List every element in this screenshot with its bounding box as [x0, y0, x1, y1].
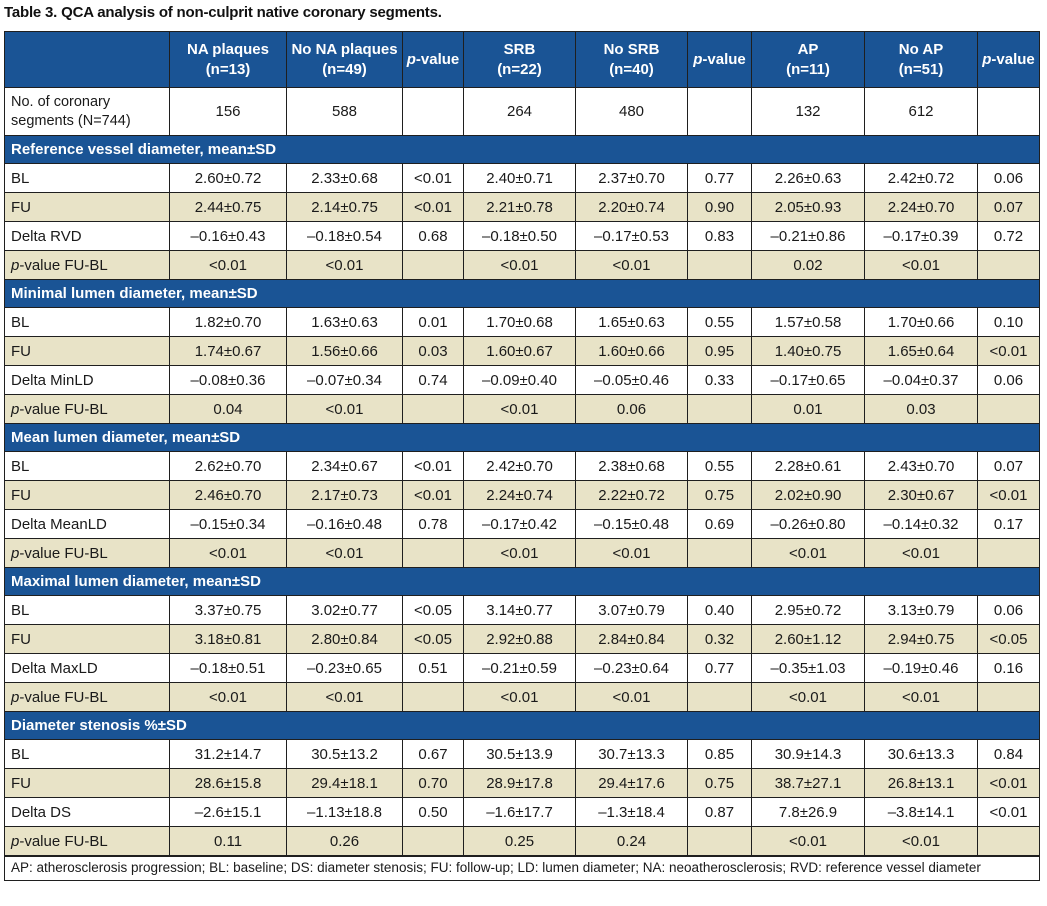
header-na-plaques: NA plaques (n=13)	[170, 32, 287, 88]
table-cell: 2.24±0.70	[865, 193, 978, 222]
table-cell: 1.40±0.75	[752, 337, 865, 366]
table-cell: –0.17±0.65	[752, 366, 865, 395]
table-cell: 2.22±0.72	[576, 481, 688, 510]
table-cell: 0.51	[403, 654, 464, 683]
header-p-value-na: p-value	[403, 32, 464, 88]
header-p-value-srb: p-value	[688, 32, 752, 88]
table-cell: 264	[464, 88, 576, 136]
row-label: Delta MinLD	[5, 366, 170, 395]
table-cell: –1.6±17.7	[464, 798, 576, 827]
section-header-row	[5, 568, 1040, 596]
table-cell: 7.8±26.9	[752, 798, 865, 827]
table-cell: <0.01	[978, 798, 1040, 827]
table-cell: 38.7±27.1	[752, 769, 865, 798]
table-cell: 2.37±0.70	[576, 164, 688, 193]
table-cell: 0.06	[978, 366, 1040, 395]
table-cell: –0.23±0.64	[576, 654, 688, 683]
table-footnote: AP: atherosclerosis progression; BL: baseline; DS: diameter stenosis; FU: follow-up; LD: lumen diameter; NA: neoatherosclerosis; RVD: reference vessel diameter	[4, 856, 1040, 881]
table-cell: <0.01	[865, 827, 978, 856]
row-label: FU	[5, 337, 170, 366]
table-cell: –0.15±0.34	[170, 510, 287, 539]
table-cell: <0.01	[403, 193, 464, 222]
row-label: FU	[5, 625, 170, 654]
table-cell: 588	[287, 88, 403, 136]
table-cell: 480	[576, 88, 688, 136]
table-cell: <0.01	[287, 683, 403, 712]
table-cell: 0.03	[865, 395, 978, 424]
table-cell: 0.55	[688, 452, 752, 481]
table-cell: 2.94±0.75	[865, 625, 978, 654]
row-label: Delta DS	[5, 798, 170, 827]
table-cell	[403, 827, 464, 856]
table-cell: 2.20±0.74	[576, 193, 688, 222]
table-cell: 0.77	[688, 654, 752, 683]
table-cell: <0.05	[978, 625, 1040, 654]
table-cell: <0.01	[403, 164, 464, 193]
table-cell: 2.21±0.78	[464, 193, 576, 222]
table-cell: 0.87	[688, 798, 752, 827]
table-cell: <0.01	[403, 452, 464, 481]
table-cell	[688, 827, 752, 856]
table-cell: –0.15±0.48	[576, 510, 688, 539]
table-cell: 2.84±0.84	[576, 625, 688, 654]
table-title: Table 3. QCA analysis of non-culprit native coronary segments.	[4, 4, 442, 21]
table-cell: –0.07±0.34	[287, 366, 403, 395]
table-cell: <0.01	[752, 683, 865, 712]
table-cell	[978, 539, 1040, 568]
table-cell: 2.42±0.72	[865, 164, 978, 193]
row-label: p-value FU-BL	[5, 251, 170, 280]
table-cell: <0.01	[287, 539, 403, 568]
table-row	[5, 395, 1040, 424]
table-row	[5, 164, 1040, 193]
table-cell: <0.01	[978, 337, 1040, 366]
table-cell: 3.07±0.79	[576, 596, 688, 625]
table-cell: –0.19±0.46	[865, 654, 978, 683]
section-title: Diameter stenosis %±SD	[5, 712, 1040, 740]
table-cell: 30.7±13.3	[576, 740, 688, 769]
table-cell: 0.01	[403, 308, 464, 337]
table-cell: 3.13±0.79	[865, 596, 978, 625]
table-cell: 2.95±0.72	[752, 596, 865, 625]
table-cell: <0.01	[752, 827, 865, 856]
table-cell: <0.01	[464, 251, 576, 280]
table-cell: 0.90	[688, 193, 752, 222]
table-cell: 1.57±0.58	[752, 308, 865, 337]
table-cell	[688, 395, 752, 424]
table-cell: <0.01	[403, 481, 464, 510]
table-cell: <0.01	[978, 481, 1040, 510]
table-cell: 2.02±0.90	[752, 481, 865, 510]
row-label: No. of coronary segments (N=744)	[5, 88, 170, 136]
table-cell: 0.24	[576, 827, 688, 856]
table-cell: 2.42±0.70	[464, 452, 576, 481]
table-cell: 0.75	[688, 769, 752, 798]
table-cell: <0.01	[576, 683, 688, 712]
table-cell: 0.68	[403, 222, 464, 251]
table-cell: –0.17±0.39	[865, 222, 978, 251]
table-cell: 0.02	[752, 251, 865, 280]
header-ap: AP (n=11)	[752, 32, 865, 88]
table-cell: 1.65±0.64	[865, 337, 978, 366]
table-cell: <0.01	[752, 539, 865, 568]
table-cell: –0.35±1.03	[752, 654, 865, 683]
table-cell: –0.08±0.36	[170, 366, 287, 395]
table-cell	[688, 539, 752, 568]
table-cell	[403, 539, 464, 568]
table-cell: <0.01	[865, 683, 978, 712]
table-cell: <0.01	[170, 539, 287, 568]
table-row	[5, 654, 1040, 683]
row-label: FU	[5, 481, 170, 510]
table-cell: 0.11	[170, 827, 287, 856]
table-cell: <0.01	[865, 539, 978, 568]
table-cell	[403, 395, 464, 424]
row-label: p-value FU-BL	[5, 827, 170, 856]
table-row	[5, 827, 1040, 856]
table-cell: 0.01	[752, 395, 865, 424]
row-label: p-value FU-BL	[5, 683, 170, 712]
table-cell: 2.17±0.73	[287, 481, 403, 510]
table-row	[5, 308, 1040, 337]
table-cell: 2.30±0.67	[865, 481, 978, 510]
table-cell: 0.55	[688, 308, 752, 337]
table-row	[5, 251, 1040, 280]
table-cell: –1.13±18.8	[287, 798, 403, 827]
table-cell: <0.05	[403, 625, 464, 654]
table-cell: 0.95	[688, 337, 752, 366]
table-cell: –3.8±14.1	[865, 798, 978, 827]
table-row	[5, 740, 1040, 769]
table-body	[5, 88, 1040, 856]
table-cell: <0.01	[978, 769, 1040, 798]
table-row	[5, 366, 1040, 395]
header-no-ap: No AP (n=51)	[865, 32, 978, 88]
table-cell: 28.6±15.8	[170, 769, 287, 798]
table-cell: 0.04	[170, 395, 287, 424]
table-cell: 26.8±13.1	[865, 769, 978, 798]
table-cell: 1.60±0.66	[576, 337, 688, 366]
table-row	[5, 769, 1040, 798]
table-cell: –0.18±0.50	[464, 222, 576, 251]
row-label: Delta MeanLD	[5, 510, 170, 539]
table-cell: <0.01	[576, 251, 688, 280]
table-cell: 3.14±0.77	[464, 596, 576, 625]
table-cell: 1.74±0.67	[170, 337, 287, 366]
table-cell: 30.9±14.3	[752, 740, 865, 769]
table-cell	[688, 88, 752, 136]
table-cell: 0.78	[403, 510, 464, 539]
row-label: p-value FU-BL	[5, 539, 170, 568]
table-cell: –0.16±0.48	[287, 510, 403, 539]
table-cell: 31.2±14.7	[170, 740, 287, 769]
table-cell: –0.17±0.53	[576, 222, 688, 251]
table-cell: 2.60±0.72	[170, 164, 287, 193]
table-cell: 0.26	[287, 827, 403, 856]
table-cell: 0.70	[403, 769, 464, 798]
table-cell: –0.18±0.51	[170, 654, 287, 683]
table-cell: 0.72	[978, 222, 1040, 251]
table-cell: 2.38±0.68	[576, 452, 688, 481]
table-cell: 2.40±0.71	[464, 164, 576, 193]
table-cell: –0.09±0.40	[464, 366, 576, 395]
row-label: BL	[5, 452, 170, 481]
table-cell: 0.33	[688, 366, 752, 395]
table-cell: 2.34±0.67	[287, 452, 403, 481]
table-cell: 0.75	[688, 481, 752, 510]
row-label: FU	[5, 769, 170, 798]
table-cell: 2.28±0.61	[752, 452, 865, 481]
table-cell: 0.03	[403, 337, 464, 366]
table-cell: 0.67	[403, 740, 464, 769]
table-cell: <0.01	[464, 683, 576, 712]
row-label: BL	[5, 596, 170, 625]
table-cell: 0.06	[978, 596, 1040, 625]
table-cell: 2.62±0.70	[170, 452, 287, 481]
table-row	[5, 193, 1040, 222]
table-cell: 0.74	[403, 366, 464, 395]
row-label: BL	[5, 740, 170, 769]
table-cell: 1.82±0.70	[170, 308, 287, 337]
table-cell: –2.6±15.1	[170, 798, 287, 827]
table-cell: 2.46±0.70	[170, 481, 287, 510]
table-row	[5, 510, 1040, 539]
table-cell: 0.69	[688, 510, 752, 539]
table-cell: 0.16	[978, 654, 1040, 683]
table-cell: 1.63±0.63	[287, 308, 403, 337]
table-cell	[403, 251, 464, 280]
table-cell: 2.33±0.68	[287, 164, 403, 193]
table-row	[5, 683, 1040, 712]
table-cell: 2.05±0.93	[752, 193, 865, 222]
table-row	[5, 539, 1040, 568]
table-cell: 0.83	[688, 222, 752, 251]
table-cell: 3.02±0.77	[287, 596, 403, 625]
header-srb: SRB (n=22)	[464, 32, 576, 88]
table-cell	[403, 88, 464, 136]
table-cell: 3.37±0.75	[170, 596, 287, 625]
row-label: Delta MaxLD	[5, 654, 170, 683]
table-cell: –0.16±0.43	[170, 222, 287, 251]
table-cell: <0.01	[287, 395, 403, 424]
table-cell: 1.60±0.67	[464, 337, 576, 366]
table-cell: 30.5±13.2	[287, 740, 403, 769]
table-cell: –0.21±0.59	[464, 654, 576, 683]
table-cell: <0.01	[464, 539, 576, 568]
table-cell: 2.43±0.70	[865, 452, 978, 481]
table-cell: 2.24±0.74	[464, 481, 576, 510]
table-cell	[978, 683, 1040, 712]
table-cell: 28.9±17.8	[464, 769, 576, 798]
section-title: Mean lumen diameter, mean±SD	[5, 424, 1040, 452]
table-cell: –0.14±0.32	[865, 510, 978, 539]
table-cell: 2.26±0.63	[752, 164, 865, 193]
table-cell: 0.10	[978, 308, 1040, 337]
table-cell: –0.26±0.80	[752, 510, 865, 539]
table-cell	[688, 251, 752, 280]
row-label: p-value FU-BL	[5, 395, 170, 424]
header-p-value-ap: p-value	[978, 32, 1040, 88]
table-cell: 2.92±0.88	[464, 625, 576, 654]
table-cell: 1.56±0.66	[287, 337, 403, 366]
table-header-row	[5, 32, 1040, 88]
table-cell: 0.40	[688, 596, 752, 625]
table-cell: 156	[170, 88, 287, 136]
table-cell: 29.4±18.1	[287, 769, 403, 798]
table-cell: 0.25	[464, 827, 576, 856]
table-cell: <0.01	[170, 683, 287, 712]
header-corner-cell	[5, 32, 170, 88]
section-header-row	[5, 712, 1040, 740]
table-cell: –0.04±0.37	[865, 366, 978, 395]
table-cell: –0.05±0.46	[576, 366, 688, 395]
table-cell	[688, 683, 752, 712]
table-cell: 3.18±0.81	[170, 625, 287, 654]
table-cell	[978, 827, 1040, 856]
row-label: BL	[5, 308, 170, 337]
table-cell: 0.07	[978, 193, 1040, 222]
table-row	[5, 452, 1040, 481]
table-cell: –1.3±18.4	[576, 798, 688, 827]
table-cell: –0.23±0.65	[287, 654, 403, 683]
table-cell: <0.01	[865, 251, 978, 280]
table-cell	[978, 395, 1040, 424]
table-cell: 1.70±0.66	[865, 308, 978, 337]
table-cell: 2.14±0.75	[287, 193, 403, 222]
section-header-row	[5, 280, 1040, 308]
table-cell: 2.44±0.75	[170, 193, 287, 222]
qca-table	[4, 31, 1040, 856]
table-cell: 0.06	[576, 395, 688, 424]
header-no-srb: No SRB (n=40)	[576, 32, 688, 88]
table-cell: <0.01	[170, 251, 287, 280]
section-header-row	[5, 136, 1040, 164]
table-cell: 2.80±0.84	[287, 625, 403, 654]
table-row	[5, 222, 1040, 251]
table-cell: 0.50	[403, 798, 464, 827]
table-cell: 0.84	[978, 740, 1040, 769]
table-row	[5, 481, 1040, 510]
section-title: Maximal lumen diameter, mean±SD	[5, 568, 1040, 596]
table-cell: –0.17±0.42	[464, 510, 576, 539]
table-row	[5, 625, 1040, 654]
table-row	[5, 798, 1040, 827]
table-row	[5, 337, 1040, 366]
table-cell: <0.01	[287, 251, 403, 280]
table-cell: <0.01	[464, 395, 576, 424]
section-header-row	[5, 424, 1040, 452]
table-cell: <0.01	[576, 539, 688, 568]
table-cell	[978, 251, 1040, 280]
table-cell: 0.77	[688, 164, 752, 193]
table-cell: –0.21±0.86	[752, 222, 865, 251]
table-cell: 612	[865, 88, 978, 136]
table-cell	[978, 88, 1040, 136]
section-title: Minimal lumen diameter, mean±SD	[5, 280, 1040, 308]
table-cell: 0.06	[978, 164, 1040, 193]
table-cell: 30.5±13.9	[464, 740, 576, 769]
row-label: Delta RVD	[5, 222, 170, 251]
table-cell: 132	[752, 88, 865, 136]
table-cell: 0.32	[688, 625, 752, 654]
row-label: BL	[5, 164, 170, 193]
table-cell	[403, 683, 464, 712]
table-cell: 29.4±17.6	[576, 769, 688, 798]
segment-count-row	[5, 88, 1040, 136]
table-cell: 1.65±0.63	[576, 308, 688, 337]
row-label: FU	[5, 193, 170, 222]
table-cell: 30.6±13.3	[865, 740, 978, 769]
table-cell: 0.07	[978, 452, 1040, 481]
table-cell: 1.70±0.68	[464, 308, 576, 337]
table-cell: 0.85	[688, 740, 752, 769]
table-cell: –0.18±0.54	[287, 222, 403, 251]
table-cell: <0.05	[403, 596, 464, 625]
table-cell: 2.60±1.12	[752, 625, 865, 654]
table-row	[5, 596, 1040, 625]
section-title: Reference vessel diameter, mean±SD	[5, 136, 1040, 164]
table-cell: 0.17	[978, 510, 1040, 539]
header-no-na-plaques: No NA plaques (n=49)	[287, 32, 403, 88]
